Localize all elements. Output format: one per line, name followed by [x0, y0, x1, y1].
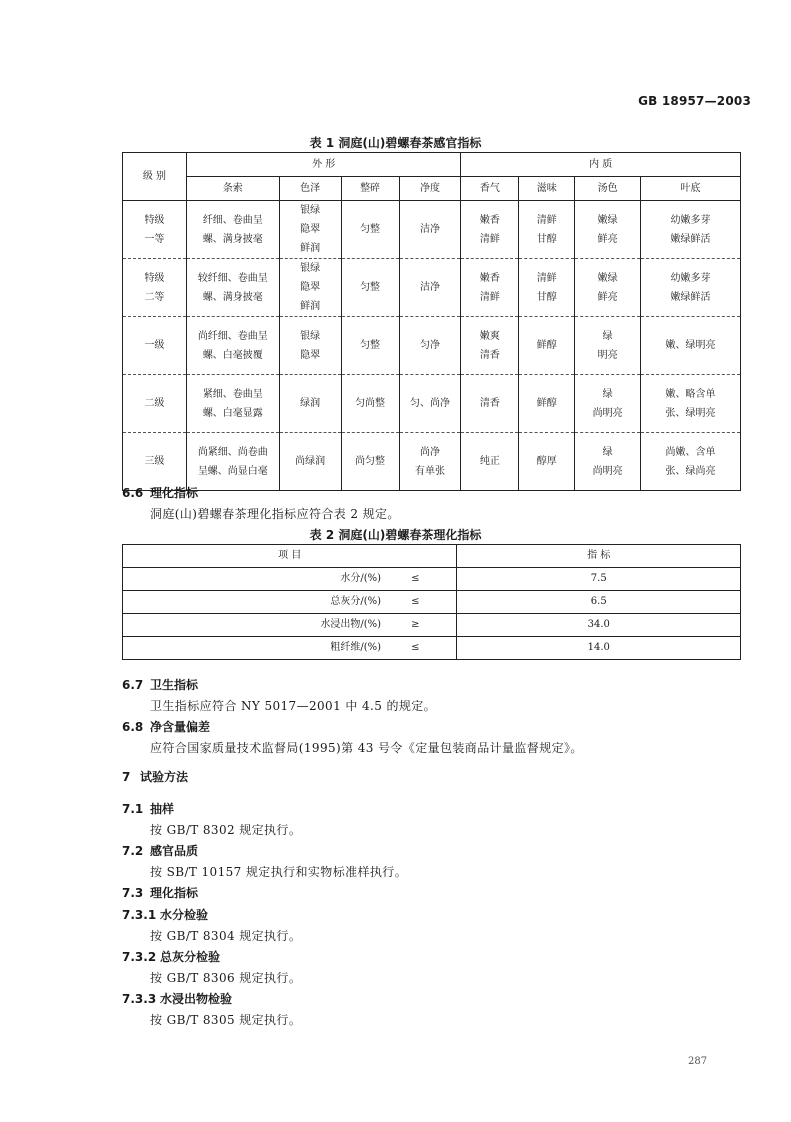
page-number: 287 [688, 1056, 708, 1067]
section-7-3-1-heading: 7.3.1 水分检验 [122, 908, 209, 922]
section-6-6-text: 洞庭(山)碧螺春茶理化指标应符合表 2 规定。 [150, 507, 400, 521]
section-6-8-heading: 6.8 净含量偏差 [122, 720, 211, 734]
table-cell: 嫩绿 鲜亮 [575, 259, 641, 317]
table-cell: 匀尚整 [341, 375, 399, 433]
table-cell: 银绿 隐翠 鲜润 [279, 259, 341, 317]
item-name: 总灰分/(%) [123, 591, 388, 614]
item-operator: ≤ [387, 637, 457, 660]
column-header: 条索 [186, 177, 279, 201]
item-value: 6.5 [457, 591, 741, 614]
section-7-3-3-heading: 7.3.3 水浸出物检验 [122, 992, 233, 1006]
column-header: 整碎 [341, 177, 399, 201]
column-header: 汤色 [575, 177, 641, 201]
table-cell: 洁净 [399, 259, 461, 317]
table-cell: 紧细、卷曲呈 螺、白毫显露 [186, 375, 279, 433]
item-operator: ≥ [387, 614, 457, 637]
section-6-6-heading: 6.6 理化指标 [122, 486, 199, 500]
table-cell: 绿 尚明亮 [575, 433, 641, 491]
table-cell: 绿 尚明亮 [575, 375, 641, 433]
item-operator: ≤ [387, 568, 457, 591]
table-cell: 匀净 [399, 317, 461, 375]
item-header: 项 目 [123, 545, 457, 568]
standard-code: GB 18957—2003 [638, 94, 751, 108]
table-cell: 匀整 [341, 317, 399, 375]
table-cell: 清香 [461, 375, 519, 433]
section-7-3-1-text: 按 GB/T 8304 规定执行。 [150, 929, 302, 943]
physicochemical-table [122, 544, 741, 660]
item-value: 7.5 [457, 568, 741, 591]
item-value: 14.0 [457, 637, 741, 660]
inner-quality-header: 内 质 [461, 153, 741, 177]
table-row [123, 317, 741, 375]
table-cell: 嫩爽 清香 [461, 317, 519, 375]
section-6-7-text: 卫生指标应符合 NY 5017—2001 中 4.5 的规定。 [150, 699, 437, 713]
table-cell: 匀整 [341, 201, 399, 259]
section-7-heading: 7 试验方法 [122, 770, 189, 784]
table-row [123, 433, 741, 491]
section-7-2-heading: 7.2 感官品质 [122, 844, 199, 858]
column-header: 香气 [461, 177, 519, 201]
section-7-1-heading: 7.1 抽样 [122, 802, 175, 816]
table-row [123, 591, 741, 614]
table-cell: 幼嫩多芽 嫩绿鲜活 [641, 259, 741, 317]
table-cell: 嫩香 清鲜 [461, 259, 519, 317]
table-cell: 尚纤细、卷曲呈 螺、白毫披覆 [186, 317, 279, 375]
column-header: 叶底 [641, 177, 741, 201]
table-cell: 匀、尚净 [399, 375, 461, 433]
section-7-2-text: 按 SB/T 10157 规定执行和实物标准样执行。 [150, 865, 408, 879]
grade-cell: 特级 二等 [123, 259, 187, 317]
table-cell: 纯正 [461, 433, 519, 491]
level-header: 级 别 [123, 153, 187, 201]
table-cell: 鲜醇 [519, 375, 575, 433]
table-cell: 醇厚 [519, 433, 575, 491]
index-header: 指 标 [457, 545, 741, 568]
table-cell: 尚匀整 [341, 433, 399, 491]
grade-cell: 二级 [123, 375, 187, 433]
table-cell: 洁净 [399, 201, 461, 259]
grade-cell: 一级 [123, 317, 187, 375]
table-cell: 尚绿润 [279, 433, 341, 491]
table2-caption: 表 2 洞庭(山)碧螺春茶理化指标 [309, 528, 482, 542]
section-6-8-text: 应符合国家质量技术监督局(1995)第 43 号令《定量包装商品计量监督规定》。 [150, 741, 583, 755]
table-cell: 银绿 隐翠 [279, 317, 341, 375]
table-cell: 绿润 [279, 375, 341, 433]
table-row [123, 637, 741, 660]
table-cell: 银绿 隐翠 鲜润 [279, 201, 341, 259]
section-7-3-heading: 7.3 理化指标 [122, 886, 199, 900]
table-row [123, 614, 741, 637]
table1-caption: 表 1 洞庭(山)碧螺春茶感官指标 [309, 136, 482, 150]
item-operator: ≤ [387, 591, 457, 614]
section-7-3-2-heading: 7.3.2 总灰分检验 [122, 950, 221, 964]
table-cell: 嫩香 清鲜 [461, 201, 519, 259]
table-cell: 尚紧细、尚卷曲 呈螺、尚显白毫 [186, 433, 279, 491]
column-header: 净度 [399, 177, 461, 201]
table-cell: 嫩、略含单 张、绿明亮 [641, 375, 741, 433]
item-value: 34.0 [457, 614, 741, 637]
table-row [123, 568, 741, 591]
column-header: 滋味 [519, 177, 575, 201]
column-header: 色泽 [279, 177, 341, 201]
item-name: 粗纤维/(%) [123, 637, 388, 660]
table-cell: 尚嫩、含单 张、绿尚亮 [641, 433, 741, 491]
section-7-3-2-text: 按 GB/T 8306 规定执行。 [150, 971, 302, 985]
table-row [123, 259, 741, 317]
table-cell: 清鲜 甘醇 [519, 259, 575, 317]
table-row [123, 201, 741, 259]
table-cell: 较纤细、卷曲呈 螺、满身披毫 [186, 259, 279, 317]
table-cell: 匀整 [341, 259, 399, 317]
section-7-1-text: 按 GB/T 8302 规定执行。 [150, 823, 302, 837]
table-cell: 尚净 有单张 [399, 433, 461, 491]
table-row [123, 375, 741, 433]
table-cell: 纤细、卷曲呈 螺、满身披毫 [186, 201, 279, 259]
section-6-7-heading: 6.7 卫生指标 [122, 678, 199, 692]
table-cell: 嫩、绿明亮 [641, 317, 741, 375]
item-name: 水浸出物/(%) [123, 614, 388, 637]
table-cell: 幼嫩多芽 嫩绿鲜活 [641, 201, 741, 259]
item-name: 水分/(%) [123, 568, 388, 591]
table-cell: 嫩绿 鲜亮 [575, 201, 641, 259]
table-cell: 鲜醇 [519, 317, 575, 375]
table-cell: 绿 明亮 [575, 317, 641, 375]
section-7-3-3-text: 按 GB/T 8305 规定执行。 [150, 1013, 302, 1027]
grade-cell: 三级 [123, 433, 187, 491]
sensory-index-table [122, 152, 741, 491]
grade-cell: 特级 一等 [123, 201, 187, 259]
table-cell: 清鲜 甘醇 [519, 201, 575, 259]
appearance-header: 外 形 [186, 153, 461, 177]
